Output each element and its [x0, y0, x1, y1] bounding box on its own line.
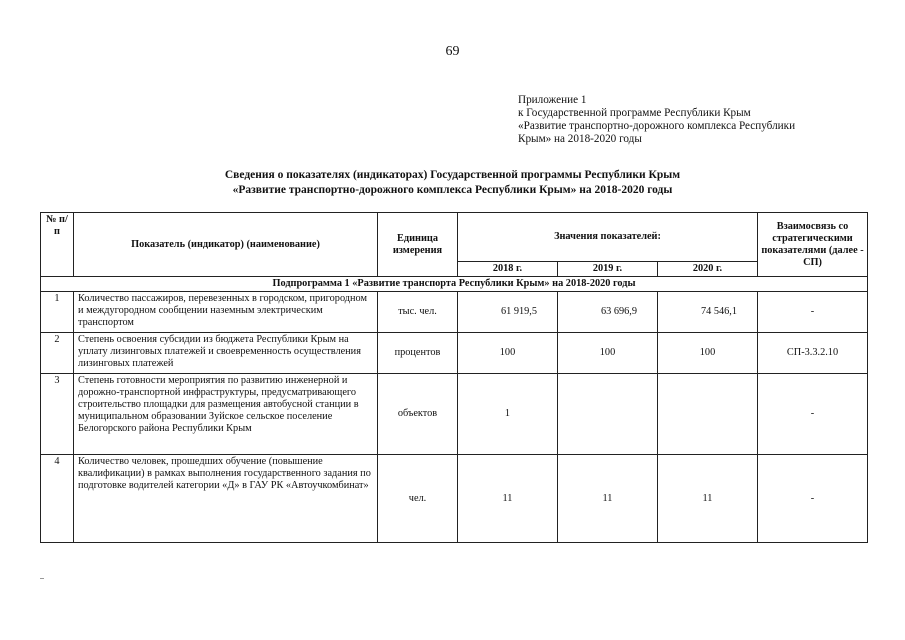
row-indicator: Количество человек, прошедших обучение (повышение квалификации) в рамках выполнения государственного задания по подготовке водителей категории «Д» в ГАУ РК «Автоучкомбинат»	[74, 455, 378, 543]
row-value-2020	[658, 374, 758, 455]
row-unit: процентов	[378, 333, 458, 374]
row-link: -	[758, 292, 868, 333]
row-unit: объектов	[378, 374, 458, 455]
row-link: -	[758, 374, 868, 455]
row-value-2020: 11	[658, 455, 758, 543]
header-year-2019: 2019 г.	[558, 262, 658, 277]
row-value-2019: 63 696,9	[558, 292, 658, 333]
row-num: 1	[41, 292, 74, 333]
header-year-2018: 2018 г.	[458, 262, 558, 277]
header-link: Взаимосвязь со стратегическими показателями (далее - СП)	[758, 213, 868, 277]
row-indicator: Количество пассажиров, перевезенных в городском, пригородном и междугородном сообщении наземным электрическим транспортом	[74, 292, 378, 333]
scan-mark	[40, 578, 44, 579]
appendix-line-1: Приложение 1	[518, 94, 587, 106]
row-indicator: Степень освоения субсидии из бюджета Республики Крым на уплату лизинговых платежей и своевременность осуществления лизинговых платежей	[74, 333, 378, 374]
header-indicator: Показатель (индикатор) (наименование)	[74, 213, 378, 277]
indicators-table	[40, 212, 868, 543]
table-row	[41, 455, 868, 543]
table-row	[41, 374, 868, 455]
row-unit: тыс. чел.	[378, 292, 458, 333]
row-value-2020: 74 546,1	[658, 292, 758, 333]
table-row	[41, 333, 868, 374]
row-value-2018: 1	[458, 374, 558, 455]
row-link: СП-3.3.2.10	[758, 333, 868, 374]
document-title	[0, 168, 905, 198]
title-line-2: «Развитие транспортно-дорожного комплекса Республики Крым» на 2018-2020 годы	[232, 184, 673, 196]
header-row	[41, 213, 868, 262]
subprogram-title: Подпрограмма 1 «Развитие транспорта Республики Крым» на 2018-2020 годы	[41, 277, 868, 292]
row-value-2019	[558, 374, 658, 455]
row-num: 3	[41, 374, 74, 455]
row-value-2018: 11	[458, 455, 558, 543]
title-line-1: Сведения о показателях (индикаторах) Государственной программы Республики Крым	[224, 169, 681, 181]
table-row	[41, 292, 868, 333]
header-values: Значения показателей:	[458, 213, 758, 262]
row-link: -	[758, 455, 868, 543]
row-value-2019: 100	[558, 333, 658, 374]
header-num: № п/п	[41, 213, 74, 277]
appendix-note	[518, 94, 888, 146]
row-unit: чел.	[378, 455, 458, 543]
subprogram-row	[41, 277, 868, 292]
appendix-line-2: к Государственной программе Республики Крым	[518, 107, 751, 119]
header-unit: Единица измерения	[378, 213, 458, 277]
appendix-line-3: «Развитие транспортно-дорожного комплекса Республики	[518, 120, 796, 132]
row-value-2019: 11	[558, 455, 658, 543]
row-value-2018: 61 919,5	[458, 292, 558, 333]
row-value-2018: 100	[458, 333, 558, 374]
row-num: 4	[41, 455, 74, 543]
row-value-2020: 100	[658, 333, 758, 374]
page-number: 69	[445, 44, 460, 59]
row-indicator: Степень готовности мероприятия по развитию инженерной и дорожно-транспортной инфраструктуры, предусматривающего строительство площадки для размещения автобусной станции в муниципальном образовании Зуйское сельское поселение Белогорского района Республики Крым	[74, 374, 378, 455]
header-year-2020: 2020 г.	[658, 262, 758, 277]
row-num: 2	[41, 333, 74, 374]
appendix-line-4: Крым» на 2018-2020 годы	[518, 133, 642, 145]
